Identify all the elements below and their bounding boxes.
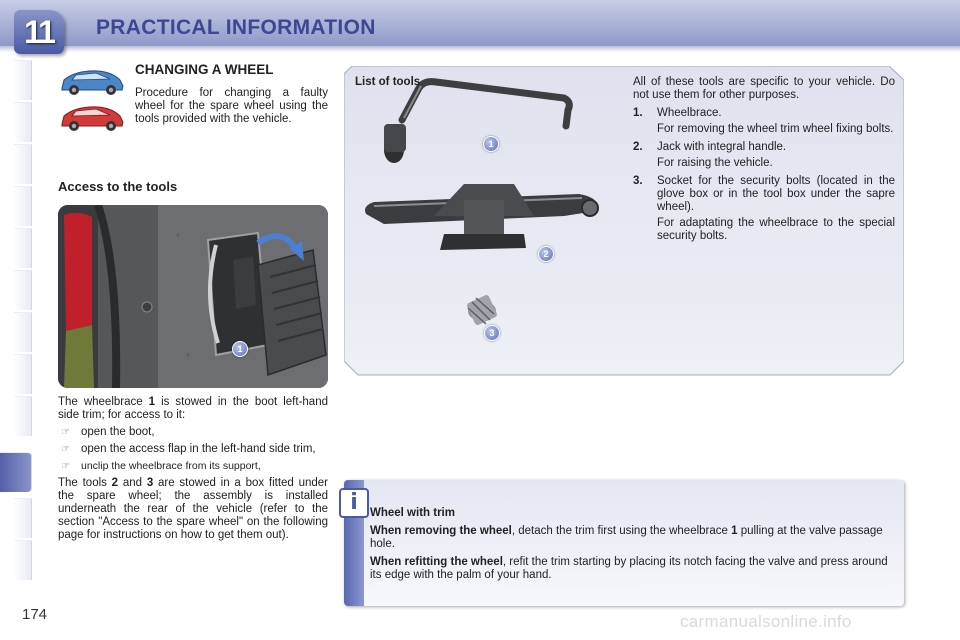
- access-steps: [58, 426, 328, 473]
- chapter-tab[interactable]: [14, 498, 32, 538]
- tools-intro: All of these tools are specific to your vehicle. Do not use them for other purposes.: [633, 76, 895, 101]
- bullet-hand-icon: ☞: [61, 461, 70, 472]
- text-span: The tools: [58, 477, 112, 489]
- info-removing: [370, 525, 898, 551]
- tool-desc: For raising the vehicle.: [657, 157, 773, 169]
- step-text: open the access flap in the left-hand side trim,: [81, 443, 316, 455]
- chapter-tab-strip: [0, 60, 32, 580]
- text-span: The wheelbrace: [58, 396, 149, 408]
- info-refitting: [370, 556, 898, 582]
- tool-desc: For removing the wheel trim wheel fixing bolts.: [657, 123, 894, 135]
- list-item: [58, 443, 328, 456]
- tool-name: Jack with integral handle.: [657, 141, 787, 153]
- chapter-tab[interactable]: [14, 60, 32, 100]
- tool-number: 1.: [633, 107, 643, 119]
- tool-item-3: [633, 175, 895, 214]
- tool-item-2: [633, 141, 895, 154]
- step-text: unclip the wheelbrace from its support,: [81, 460, 261, 472]
- removing-label: When removing the wheel: [370, 525, 512, 537]
- page-number: 174: [22, 606, 48, 623]
- tool-name: Wheelbrace.: [657, 107, 722, 119]
- tool-desc: For adaptating the wheelbrace to the special security bolts.: [657, 217, 895, 242]
- text-span: and: [118, 477, 147, 489]
- callout-2: 2: [538, 246, 554, 262]
- list-item: [58, 426, 328, 439]
- info-title-text: Wheel with trim: [370, 507, 455, 519]
- step-text: open the boot,: [81, 426, 155, 438]
- chapter-tab[interactable]: [14, 102, 32, 142]
- blue-car-icon: [58, 66, 126, 96]
- chapter-tab[interactable]: [14, 354, 32, 394]
- red-car-icon: [58, 102, 126, 132]
- tools-location: [58, 477, 328, 542]
- access-instructions: [58, 396, 328, 542]
- list-item: [58, 460, 328, 473]
- text-span: is stowed in the boot left-hand side trim; for access to it:: [58, 396, 328, 421]
- tool-number: 3.: [633, 175, 643, 187]
- page-heading: PRACTICAL INFORMATION: [96, 16, 376, 39]
- tool-number: 2: [111, 477, 119, 489]
- chapter-badge: 11: [14, 10, 64, 54]
- header-shadow: [0, 46, 960, 52]
- chapter-tab-active[interactable]: [0, 452, 32, 492]
- tool-name: Socket for the security bolts (located in the glove box or in the tool box under the sapre wheel).: [657, 175, 895, 213]
- chapter-tab[interactable]: [14, 228, 32, 268]
- chapter-tab[interactable]: [14, 396, 32, 436]
- text-span: , detach the trim first using the wheelbrace: [511, 525, 732, 537]
- chapter-tab[interactable]: [14, 144, 32, 184]
- tool-number: 1: [731, 525, 738, 537]
- info-content: [370, 507, 898, 587]
- info-title: [370, 507, 898, 520]
- tool-number: 2.: [633, 141, 643, 153]
- callout-3: 3: [484, 325, 500, 341]
- text-span: pulling at the valve passage hole.: [370, 525, 883, 550]
- tool-number: 1: [148, 396, 156, 408]
- info-icon: i: [339, 488, 369, 518]
- wheelbrace-location: [58, 396, 328, 422]
- section-title: CHANGING A WHEEL: [135, 62, 274, 77]
- watermark: carmanualsonline.info: [680, 612, 852, 631]
- section-intro: Procedure for changing a faulty wheel for the spare wheel using the tools provided with the vehicle.: [135, 87, 328, 125]
- boot-trim-photo: [58, 205, 328, 388]
- chapter-tab[interactable]: [14, 270, 32, 310]
- chapter-tab[interactable]: [14, 312, 32, 352]
- callout-1-photo: 1: [232, 341, 248, 357]
- tools-label: List of tools: [355, 76, 421, 88]
- tool-item-1: [633, 107, 895, 120]
- access-heading: Access to the tools: [58, 179, 178, 194]
- text-span: , refit the trim starting by placing its notch facing the valve and press around its edge with the palm of your hand.: [370, 556, 888, 581]
- refitting-label: When refitting the wheel: [370, 556, 503, 568]
- tool-number: 3: [146, 477, 154, 489]
- text-span: are stowed in a box fitted under the spare wheel; the assembly is installed underneath the rear of the vehicle (refer to the section "Access to the spare wheel" on the following page for instructions on how to get them out).: [58, 477, 329, 541]
- callout-1: 1: [483, 136, 499, 152]
- bullet-hand-icon: ☞: [61, 444, 70, 455]
- tools-description: [633, 76, 895, 243]
- chapter-tab[interactable]: [14, 186, 32, 226]
- bullet-hand-icon: ☞: [61, 427, 70, 438]
- chapter-tab[interactable]: [14, 540, 32, 580]
